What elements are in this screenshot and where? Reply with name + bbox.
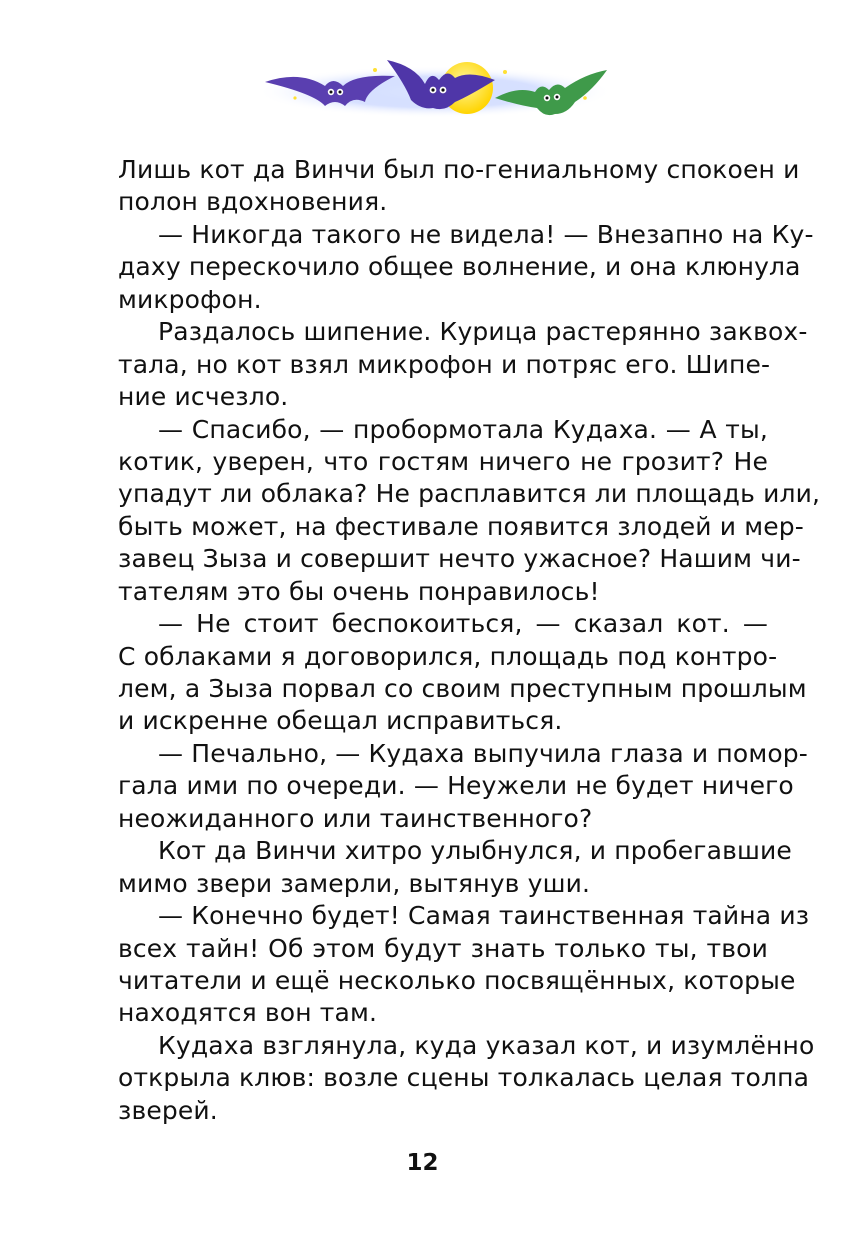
text-line: С облаками я договорился, площадь под контро- — [118, 641, 778, 671]
story-text — [118, 154, 821, 1127]
text-line: — Не стоит беспокоиться, — сказал кот. — — [158, 609, 768, 639]
text-line: тала, но кот взял микрофон и потряс его. Шипе- — [118, 349, 771, 379]
text-line: ние исчезло. — [118, 382, 289, 412]
text-line: — Спасибо, — пробормотала Кудаха. — А ты, — [158, 414, 768, 444]
text-line: — Никогда такого не видела! — Внезапно на Ку- — [158, 219, 814, 249]
bats-moon-illustration — [255, 40, 615, 135]
sparkle — [503, 70, 507, 74]
text-line: — Печально, — Кудаха выпучила глаза и помор- — [158, 738, 808, 768]
text-line: — Конечно будет! Самая таинственная тайна из — [158, 901, 810, 931]
text-line: открыла клюв: возле сцены толкалась целая толпа — [118, 1063, 810, 1093]
sparkle — [583, 96, 587, 100]
text-line: упадут ли облака? Не расплавится ли площадь или, — [118, 479, 821, 509]
text-line: микрофон. — [118, 284, 262, 314]
text-line: Раздалось шипение. Курица растерянно заквох- — [158, 317, 808, 347]
page-number: 12 — [406, 1150, 439, 1176]
text-line: полон вдохновения. — [118, 187, 388, 217]
text-line: читатели и ещё несколько посвящённых, которые — [118, 965, 796, 995]
sparkle — [293, 96, 296, 99]
text-line: находятся вон там. — [118, 998, 378, 1028]
text-line: завец Зыза и совершит нечто ужасное? Нашим чи- — [118, 544, 801, 574]
text-line: тателям это бы очень понравилось! — [118, 576, 600, 606]
text-line: Кот да Винчи хитро улыбнулся, и пробегавшие — [158, 836, 792, 866]
text-line: и искренне обещал исправиться. — [118, 706, 563, 736]
text-line: лем, а Зыза порвал со своим преступным прошлым — [118, 674, 807, 703]
text-line: неожиданного или таинственного? — [118, 803, 593, 833]
text-line: даху перескочило общее волнение, и она клюнула — [118, 252, 801, 282]
text-line: Лишь кот да Винчи был по-гениальному спокоен и — [118, 155, 800, 184]
text-line: всех тайн! Об этом будут знать только ты, твои — [118, 933, 768, 963]
text-line: быть может, на фестивале появится злодей и мер- — [118, 511, 804, 541]
text-line: Кудаха взглянула, куда указал кот, и изумлённо — [158, 1030, 815, 1060]
text-line: мимо звери замерли, вытянув уши. — [118, 868, 591, 898]
text-line: зверей. — [118, 1095, 218, 1125]
text-line: гала ими по очереди. — Неужели не будет ничего — [118, 771, 794, 801]
text-line: котик, уверен, что гостям ничего не грозит? Не — [118, 446, 768, 476]
sparkle — [373, 68, 377, 72]
